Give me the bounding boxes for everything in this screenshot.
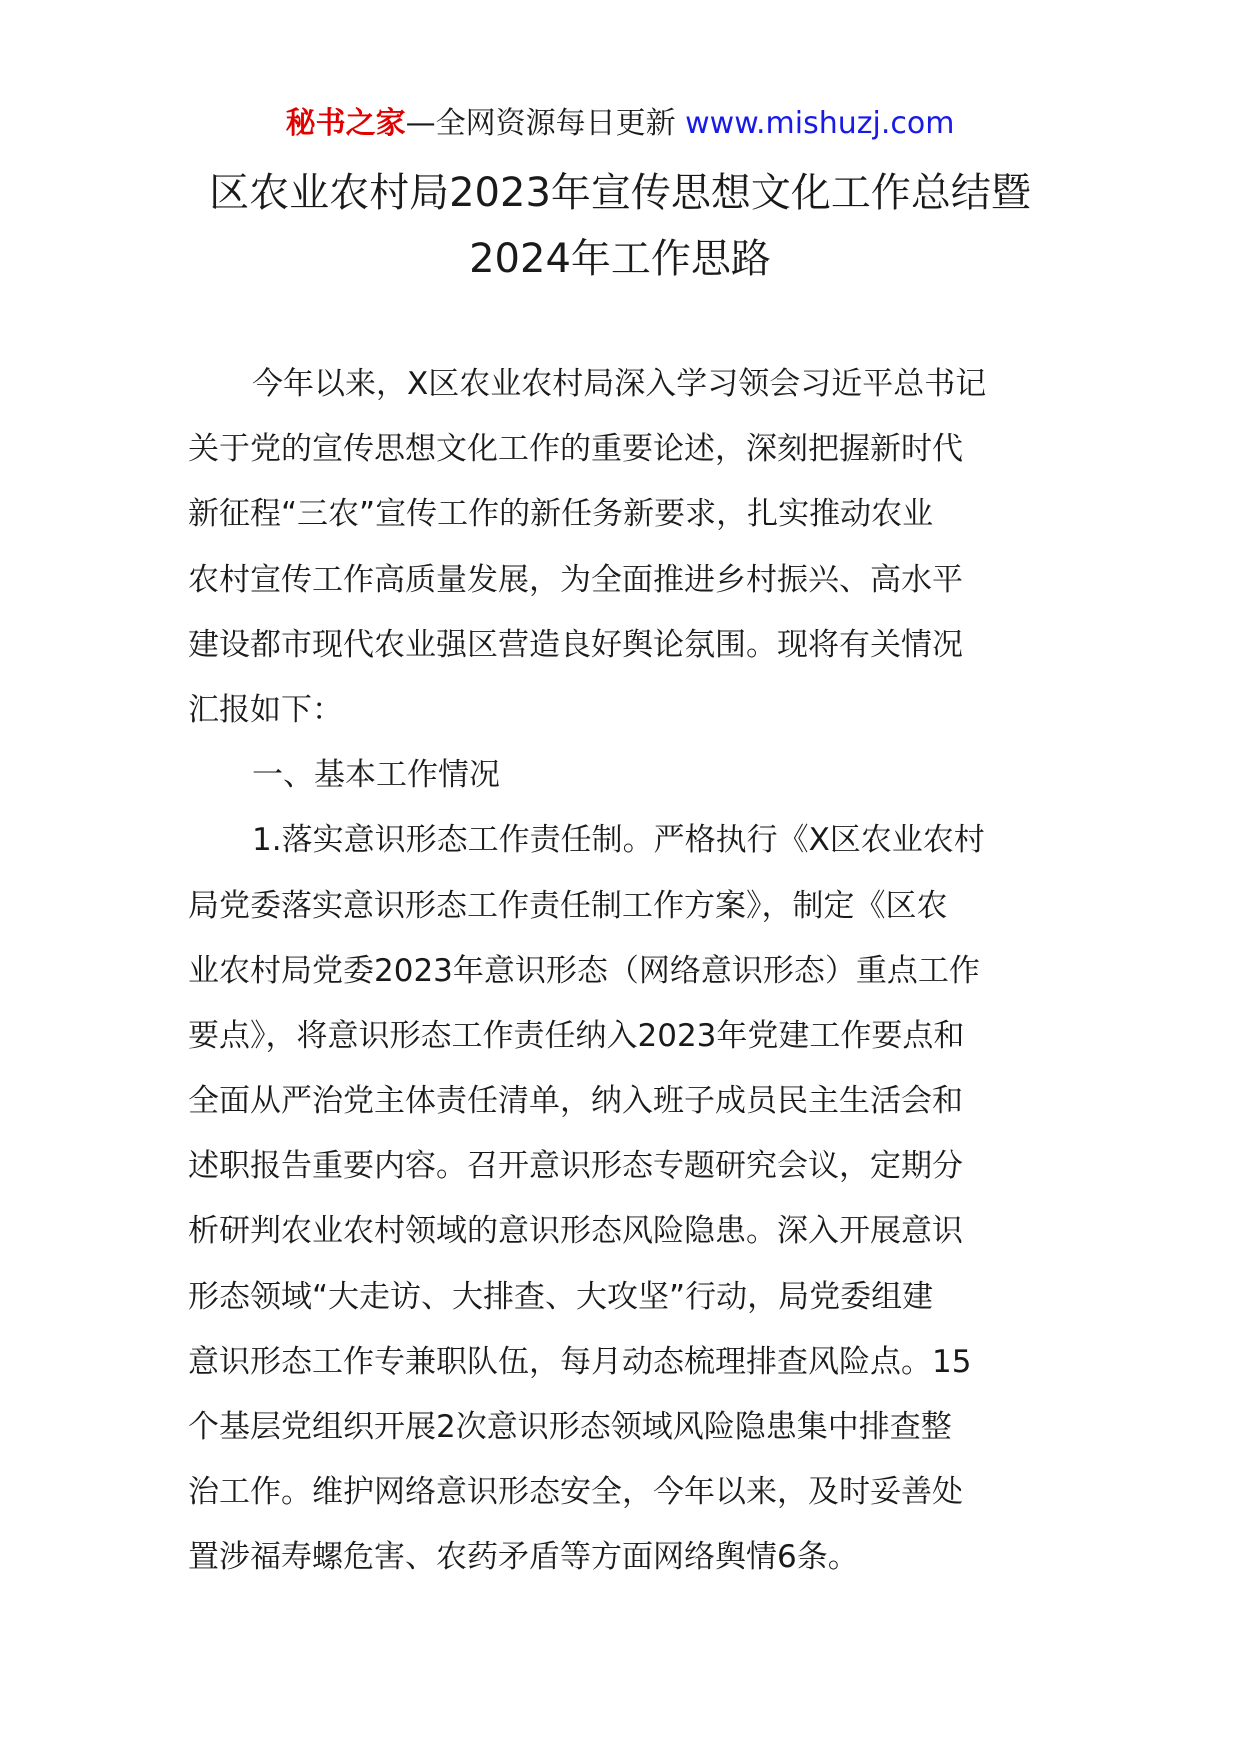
body-line: 形态领域“大走访、大排查、大攻坚”行动，局党委组建 bbox=[188, 1278, 934, 1315]
body-line: 个基层党组织开展2次意识形态领域风险隐患集中排查整 bbox=[188, 1409, 952, 1445]
body-line: 今年以来，X区农业农村局深入学习领会习近平总书记 bbox=[252, 366, 987, 402]
body-line: 意识形态工作专兼职队伍，每月动态梳理排查风险点。15 bbox=[188, 1343, 972, 1380]
body-line: 业农村局党委2023年意识形态（网络意识形态）重点工作 bbox=[188, 952, 980, 989]
body-line: 建设都市现代农业强区营造良好舆论氛围。现将有关情况 bbox=[188, 626, 963, 663]
body-line: 农村宣传工作高质量发展，为全面推进乡村振兴、高水平 bbox=[188, 561, 963, 598]
section-heading: 一、基本工作情况 bbox=[252, 757, 500, 794]
document-title bbox=[0, 160, 1240, 292]
body-line: 新征程“三农”宣传工作的新任务新要求，扎实推动农业 bbox=[188, 496, 934, 533]
body-line: 置涉福寿螺危害、农药矛盾等方面网络舆情6条。 bbox=[188, 1539, 859, 1576]
body-line: 1.落实意识形态工作责任制。严格执行《X区农业农村 bbox=[252, 822, 985, 859]
site-url-link[interactable]: www.mishuzj.com bbox=[685, 106, 955, 141]
document-body bbox=[188, 352, 1068, 1591]
body-line: 治工作。维护网络意识形态安全，今年以来，及时妥善处 bbox=[188, 1474, 963, 1511]
body-line: 要点》，将意识形态工作责任纳入2023年党建工作要点和 bbox=[188, 1017, 965, 1054]
body-line: 析研判农业农村领域的意识形态风险隐患。深入开展意识 bbox=[188, 1213, 963, 1250]
title-line-2: 2024年工作思路 bbox=[469, 236, 771, 282]
body-line: 述职报告重要内容。召开意识形态专题研究会议，定期分 bbox=[188, 1148, 963, 1185]
header-tagline: —全网资源每日更新 bbox=[405, 106, 676, 141]
title-line-1: 区农业农村局2023年宣传思想文化工作总结暨 bbox=[209, 170, 1031, 216]
body-line: 关于党的宣传思想文化工作的重要论述，深刻把握新时代 bbox=[188, 431, 963, 468]
brand-name: 秘书之家 bbox=[285, 106, 406, 141]
body-line: 局党委落实意识形态工作责任制工作方案》，制定《区农 bbox=[188, 887, 948, 924]
body-line: 汇报如下： bbox=[188, 691, 343, 728]
watermark-header bbox=[0, 100, 1240, 148]
body-line: 全面从严治党主体责任清单，纳入班子成员民主生活会和 bbox=[188, 1083, 963, 1120]
